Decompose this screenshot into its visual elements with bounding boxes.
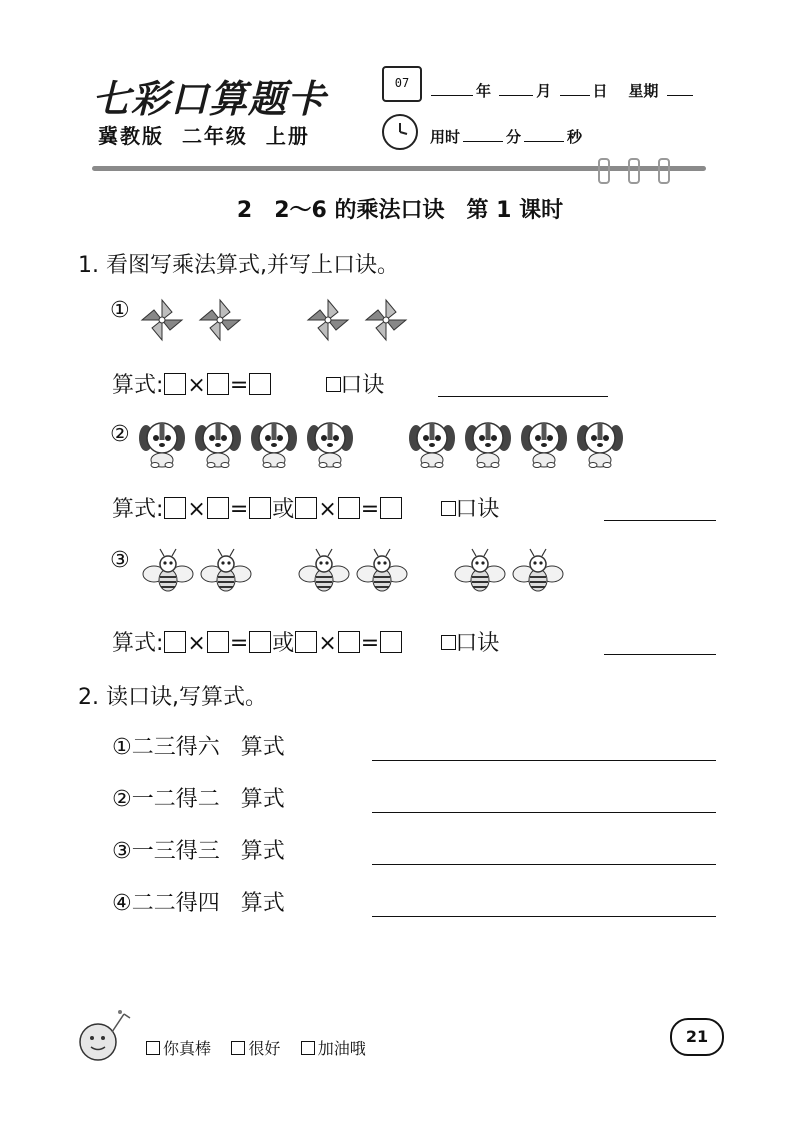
q2-row1 (112, 730, 285, 761)
equals-sign: = (229, 373, 249, 398)
formula-label: 算式 (240, 839, 285, 864)
rhyme-text: ②一二得二 (112, 787, 220, 812)
answer-box[interactable] (164, 373, 186, 395)
bee-icon (142, 548, 194, 598)
q1-item2-formula (112, 492, 499, 523)
puppy-icon (306, 418, 354, 472)
answer-box[interactable] (295, 631, 317, 653)
rating-option[interactable] (301, 1039, 366, 1058)
volume: 上册 (265, 124, 310, 148)
equals-sign: = (229, 497, 249, 522)
answer-box[interactable] (207, 631, 229, 653)
pinwheel-icon (140, 298, 184, 346)
q2-row3 (112, 834, 285, 865)
rhyme-text: ①二三得六 (112, 735, 220, 760)
rhyme-answer-line[interactable] (438, 396, 608, 397)
answer-box[interactable] (380, 631, 402, 653)
formula-label: 算式: (112, 373, 164, 398)
answer-box[interactable] (338, 631, 360, 653)
rhyme-square-icon (441, 501, 456, 516)
binder-rings (598, 158, 688, 188)
bee-icon (356, 548, 408, 598)
puppy-icon (194, 418, 242, 472)
formula-answer-line[interactable] (372, 864, 716, 865)
time-used-label: 用时 (430, 128, 461, 146)
rhyme-label: 口诀 (455, 497, 500, 522)
formula-label: 算式: (112, 497, 164, 522)
q1-item1-num: ① (110, 298, 130, 323)
answer-box[interactable] (338, 497, 360, 519)
year-blank[interactable] (431, 81, 473, 96)
or-label: 或 (272, 497, 295, 522)
rhyme-label: 口诀 (340, 373, 385, 398)
q1-heading: 1. 看图写乘法算式,并写上口诀。 (78, 253, 399, 278)
answer-box[interactable] (380, 497, 402, 519)
puppy-icon (576, 418, 624, 472)
puppy-icon (520, 418, 568, 472)
minutes-blank[interactable] (463, 127, 503, 142)
pinwheel-icon (198, 298, 242, 346)
page-number: 21 (670, 1018, 724, 1056)
rhyme-label: 口诀 (455, 631, 500, 656)
rhyme-square-icon (441, 635, 456, 650)
answer-box[interactable] (207, 373, 229, 395)
grade: 二年级 (181, 124, 248, 148)
equals-sign: = (360, 497, 380, 522)
formula-label: 算式 (240, 891, 285, 916)
rating-label: 很好 (248, 1039, 281, 1058)
seconds-blank[interactable] (524, 127, 564, 142)
q2-row4 (112, 886, 285, 917)
weekday-blank[interactable] (667, 81, 693, 96)
times-sign: × (187, 373, 206, 398)
formula-answer-line[interactable] (372, 760, 716, 761)
puppy-icon (138, 418, 186, 472)
brand-title: 七彩口算题卡 (92, 76, 327, 121)
calendar-icon (382, 66, 422, 102)
ring-icon (628, 158, 640, 184)
q1-item3-formula (112, 626, 499, 657)
formula-label: 算式 (240, 735, 285, 760)
time-fields (430, 126, 582, 147)
answer-box[interactable] (164, 631, 186, 653)
month-label: 月 (536, 82, 552, 100)
calendar-number: 07 (394, 76, 410, 90)
ring-icon (598, 158, 610, 184)
checkbox[interactable] (146, 1041, 160, 1055)
day-label: 日 (592, 82, 608, 100)
puppy-icon (408, 418, 456, 472)
answer-box[interactable] (249, 373, 271, 395)
year-label: 年 (476, 82, 492, 100)
answer-box[interactable] (295, 497, 317, 519)
equals-sign: = (229, 631, 249, 656)
checkbox[interactable] (231, 1041, 245, 1055)
rhyme-answer-line[interactable] (604, 654, 716, 655)
answer-box[interactable] (249, 497, 271, 519)
times-sign: × (318, 497, 337, 522)
bee-icon (200, 548, 252, 598)
formula-label: 算式: (112, 631, 164, 656)
seconds-label: 秒 (567, 128, 583, 146)
lesson-title: 2 2～6 的乘法口诀 第 1 课时 (236, 198, 564, 223)
day-blank[interactable] (560, 81, 590, 96)
rating-label: 你真棒 (163, 1039, 212, 1058)
formula-answer-line[interactable] (372, 916, 716, 917)
bee-icon (298, 548, 350, 598)
q1-item1-formula (112, 368, 384, 399)
puppy-icon (464, 418, 512, 472)
pinwheel-icon (306, 298, 350, 346)
answer-box[interactable] (249, 631, 271, 653)
date-fields (428, 80, 696, 101)
minutes-label: 分 (506, 128, 522, 146)
formula-answer-line[interactable] (372, 812, 716, 813)
ring-icon (658, 158, 670, 184)
q1-item3-num: ③ (110, 548, 130, 573)
bee-icon (454, 548, 506, 598)
formula-label: 算式 (240, 787, 285, 812)
times-sign: × (187, 497, 206, 522)
pinwheel-icon (364, 298, 408, 346)
answer-box[interactable] (164, 497, 186, 519)
clock-icon (382, 114, 418, 150)
month-blank[interactable] (499, 81, 533, 96)
rhyme-text: ③一三得三 (112, 839, 220, 864)
times-sign: × (318, 631, 337, 656)
or-label: 或 (272, 631, 295, 656)
rating-option[interactable] (146, 1039, 211, 1058)
rhyme-answer-line[interactable] (604, 520, 716, 521)
book-edition (98, 120, 310, 149)
rating-label: 加油哦 (317, 1039, 366, 1058)
answer-box[interactable] (207, 497, 229, 519)
equals-sign: = (360, 631, 380, 656)
bee-icon (512, 548, 564, 598)
rating-option[interactable] (231, 1039, 280, 1058)
edition: 冀教版 (98, 124, 164, 148)
checkbox[interactable] (301, 1041, 315, 1055)
rating-options (146, 1036, 366, 1059)
puppy-icon (250, 418, 298, 472)
mascot-icon (72, 1006, 134, 1074)
q1-item2-num: ② (110, 422, 130, 447)
q2-heading: 2. 读口诀,写算式。 (78, 685, 267, 710)
rhyme-text: ④二二得四 (112, 891, 220, 916)
weekday-label: 星期 (628, 82, 659, 100)
q2-row2 (112, 782, 285, 813)
times-sign: × (187, 631, 206, 656)
